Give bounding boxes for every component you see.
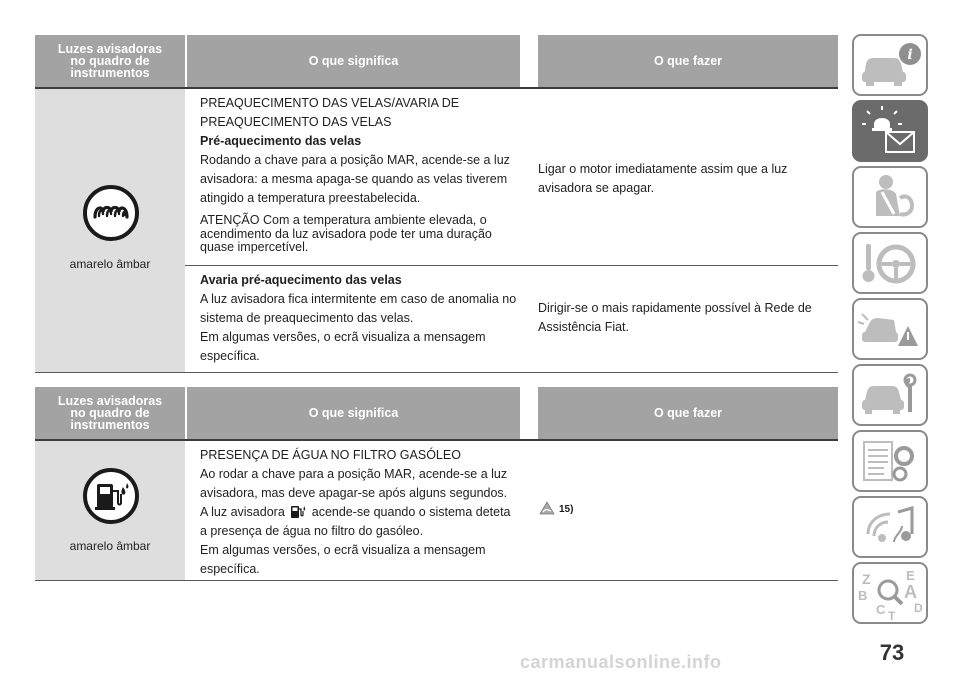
svg-text:D: D bbox=[914, 601, 923, 615]
tab-safety[interactable] bbox=[852, 166, 928, 228]
svg-text:Z: Z bbox=[862, 571, 871, 587]
water-in-fuel-icon bbox=[82, 467, 140, 525]
tab-warning-lights[interactable] bbox=[852, 100, 928, 162]
action-text: Ligar o motor imediatamente assim que a luz avisadora se apagar. bbox=[538, 162, 788, 195]
meaning-text-fault: Avaria pré-aquecimento das velas A luz avisadora fica intermitente em caso de anomalia no sistema de preaquecimento das velas. Em algumas versões, o ecrã visualiza a mensagem específica. bbox=[200, 273, 517, 363]
watermark: carmanualsonline.info bbox=[520, 652, 722, 672]
header-warning-lights: Luzes avisadoras no quadro de instrumentos bbox=[35, 35, 185, 87]
attention-note: ATENÇÃO Com a temperatura ambiente elevada, o acendimento da luz avisadora pode ter uma duração quase impercetível. bbox=[200, 213, 492, 254]
tab-car-info[interactable] bbox=[852, 34, 928, 96]
tab-index[interactable] bbox=[852, 562, 928, 624]
header-action: O que fazer bbox=[538, 387, 838, 439]
color-label: amarelo âmbar bbox=[69, 257, 151, 271]
technical-data-icon bbox=[854, 432, 926, 490]
header-meaning: O que significa bbox=[187, 387, 520, 439]
steering-icon bbox=[854, 234, 926, 292]
svg-text:C: C bbox=[876, 602, 886, 617]
svg-text:T: T bbox=[888, 609, 896, 622]
warning-light-cell bbox=[35, 89, 185, 372]
emergency-icon bbox=[854, 300, 926, 358]
tab-starting-driving[interactable] bbox=[852, 232, 928, 294]
page-number: 73 bbox=[879, 640, 905, 665]
row-separator bbox=[185, 265, 838, 266]
multimedia-icon bbox=[854, 498, 926, 556]
warning-table-glow-plugs bbox=[35, 35, 838, 373]
table-header bbox=[35, 387, 838, 439]
footnote-reference[interactable]: 15) bbox=[559, 504, 574, 515]
warning-table-water-in-fuel bbox=[35, 387, 838, 582]
header-action: O que fazer bbox=[538, 35, 838, 87]
svg-text:B: B bbox=[858, 588, 868, 603]
car-info-icon bbox=[854, 36, 926, 94]
maintenance-icon bbox=[854, 366, 926, 424]
table-header bbox=[35, 35, 838, 87]
warning-light-cell bbox=[35, 441, 185, 580]
warning-lights-icon bbox=[854, 102, 926, 160]
header-meaning: O que significa bbox=[187, 35, 520, 87]
safety-icon bbox=[854, 168, 926, 226]
tab-maintenance[interactable] bbox=[852, 364, 928, 426]
action-cell bbox=[538, 501, 838, 521]
meaning-text: PREAQUECIMENTO DAS VELAS/AVARIA DE PREAQUECIMENTO DAS VELAS Pré-aquecimento das velas Rodando a chave para a posição MAR, acende-se a luz avisadora: a mesma apaga-se quando as velas tiverem atingido a temperatura preestabelecida. bbox=[200, 96, 510, 205]
color-label: amarelo âmbar bbox=[69, 539, 151, 553]
svg-text:A: A bbox=[904, 582, 917, 602]
meaning-text: PRESENÇA DE ÁGUA NO FILTRO GASÓLEO Ao rodar a chave para a posição MAR, acende-se a luz avisadora, mas deve apagar-se após alguns segundos. A luz avisadora acende-se quando o sistema deteta a presença de água no filtro do gasóleo. Em algumas versões, o ecrã visualiza a mensagem específica. bbox=[200, 448, 511, 576]
index-icon bbox=[854, 564, 926, 622]
action-text-fault: Dirigir-se o mais rapidamente possível à Rede de Assistência Fiat. bbox=[538, 301, 812, 334]
tab-emergency[interactable] bbox=[852, 298, 928, 360]
warning-triangle-icon bbox=[538, 501, 556, 515]
svg-text:i: i bbox=[907, 47, 913, 63]
header-warning-lights: Luzes avisadoras no quadro de instrumentos bbox=[35, 387, 185, 439]
svg-text:E: E bbox=[906, 568, 915, 583]
glow-plug-icon bbox=[82, 184, 140, 242]
tab-multimedia[interactable] bbox=[852, 496, 928, 558]
tab-technical-data[interactable] bbox=[852, 430, 928, 492]
water-in-fuel-icon bbox=[288, 503, 308, 519]
